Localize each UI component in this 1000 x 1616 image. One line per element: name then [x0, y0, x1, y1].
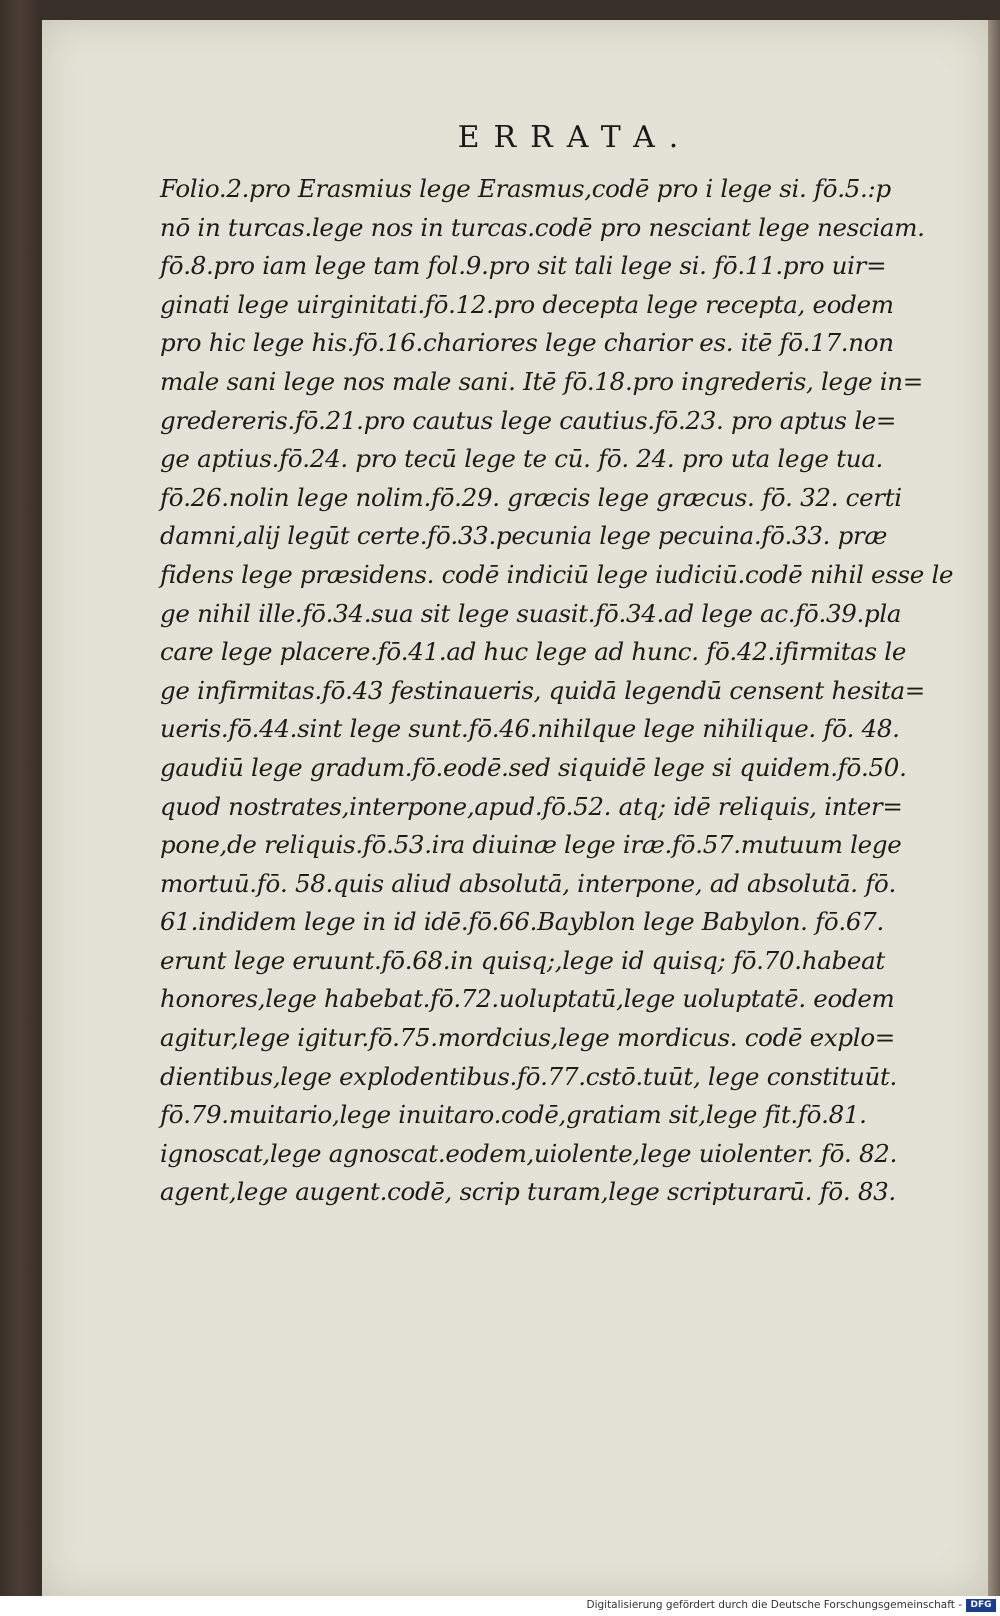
errata-line: gredereris.fō.21.pro cautus lege cautius.fō.23. pro aptus le=: [160, 405, 897, 435]
errata-line: ginati lege uirginitati.fō.12.pro decepta lege recepta, eodem: [160, 289, 894, 319]
book-page: [42, 20, 988, 1596]
errata-line: ge nihil ille.fō.34.sua sit lege suasit.fō.34.ad lege ac.fō.39.pla: [160, 598, 902, 628]
errata-line: gaudiū lege gradum.fō.eodē.sed siquidē lege si quidem.fō.50.: [160, 752, 907, 782]
errata-line: Folio.2.pro Erasmius lege Erasmus,codē pro i lege si. fō.5.:p: [160, 174, 891, 203]
errata-line: ge aptius.fō.24. pro tecū lege te cū. fō. 24. pro uta lege tua.: [160, 444, 884, 474]
errata-line: agent,lege augent.codē, scrip turam,lege scripturarū. fō. 83.: [160, 1177, 896, 1207]
errata-line: damni,alij legūt certe.fō.33.pecunia lege pecuina.fō.33. præ: [160, 521, 888, 551]
errata-line: dientibus,lege explodentibus.fō.77.cstō.tuūt, lege constituūt.: [160, 1061, 897, 1091]
errata-line: honores,lege habebat.fō.72.uoluptatū,lege uoluptatē. eodem: [160, 984, 895, 1014]
errata-line: ueris.fō.44.sint lege sunt.fō.46.nihilque lege nihilique. fō. 48.: [160, 714, 900, 744]
errata-line: male sani lege nos male sani. Itē fō.18.pro ingrederis, lege in=: [160, 366, 924, 396]
dfg-logo: DFG: [966, 1599, 996, 1612]
errata-text: [160, 170, 960, 1212]
page-edge: [988, 20, 1000, 1596]
errata-line: pone,de reliquis.fō.53.ira diuinæ lege iræ.fō.57.mutuum lege: [160, 830, 902, 860]
errata-line: care lege placere.fō.41.ad huc lege ad hunc. fō.42.ifirmitas le: [160, 637, 907, 667]
errata-line: ignoscat,lege agnoscat.eodem,uiolente,lege uiolenter. fō. 82.: [160, 1138, 898, 1168]
errata-line: erunt lege eruunt.fō.68.in quisq;,lege id quisq; fō.70.habeat: [160, 945, 885, 975]
errata-line: fō.8.pro iam lege tam fol.9.pro sit tali lege si. fō.11.pro uir=: [160, 251, 887, 281]
page-title: ERRATA.: [457, 120, 693, 155]
errata-line: nō in turcas.lege nos in turcas.codē pro nesciant lege nesciam.: [160, 212, 925, 242]
errata-line: pro hic lege his.fō.16.chariores lege charior es. itē fō.17.non: [160, 328, 894, 358]
errata-line: fidens lege præsidens. codē indiciū lege iudiciū.codē nihil esse le: [160, 559, 954, 589]
errata-line: fō.79.muitario,lege inuitaro.codē,gratiam sit,lege fit.fō.81.: [160, 1100, 867, 1130]
errata-line: agitur,lege igitur.fō.75.mordcius,lege mordicus. codē explo=: [160, 1023, 896, 1053]
errata-line: fō.26.nolin lege nolim.fō.29. græcis lege græcus. fō. 32. certi: [160, 482, 902, 512]
errata-line: mortuū.fō. 58.quis aliud absolutā, interpone, ad absolutā. fō.: [160, 868, 896, 898]
errata-line: quod nostrates,interpone,apud.fō.52. atq; idē reliquis, inter=: [160, 791, 903, 821]
footer-credit: Digitalisierung gefördert durch die Deutsche Forschungsgemeinschaft -: [586, 1599, 962, 1611]
errata-line: 61.indidem lege in id idē.fō.66.Bayblon lege Babylon. fō.67.: [160, 907, 884, 937]
errata-line: ge infirmitas.fō.43 festinaueris, quidā legendū censent hesita=: [160, 675, 926, 705]
footer-bar: [0, 1596, 1000, 1616]
